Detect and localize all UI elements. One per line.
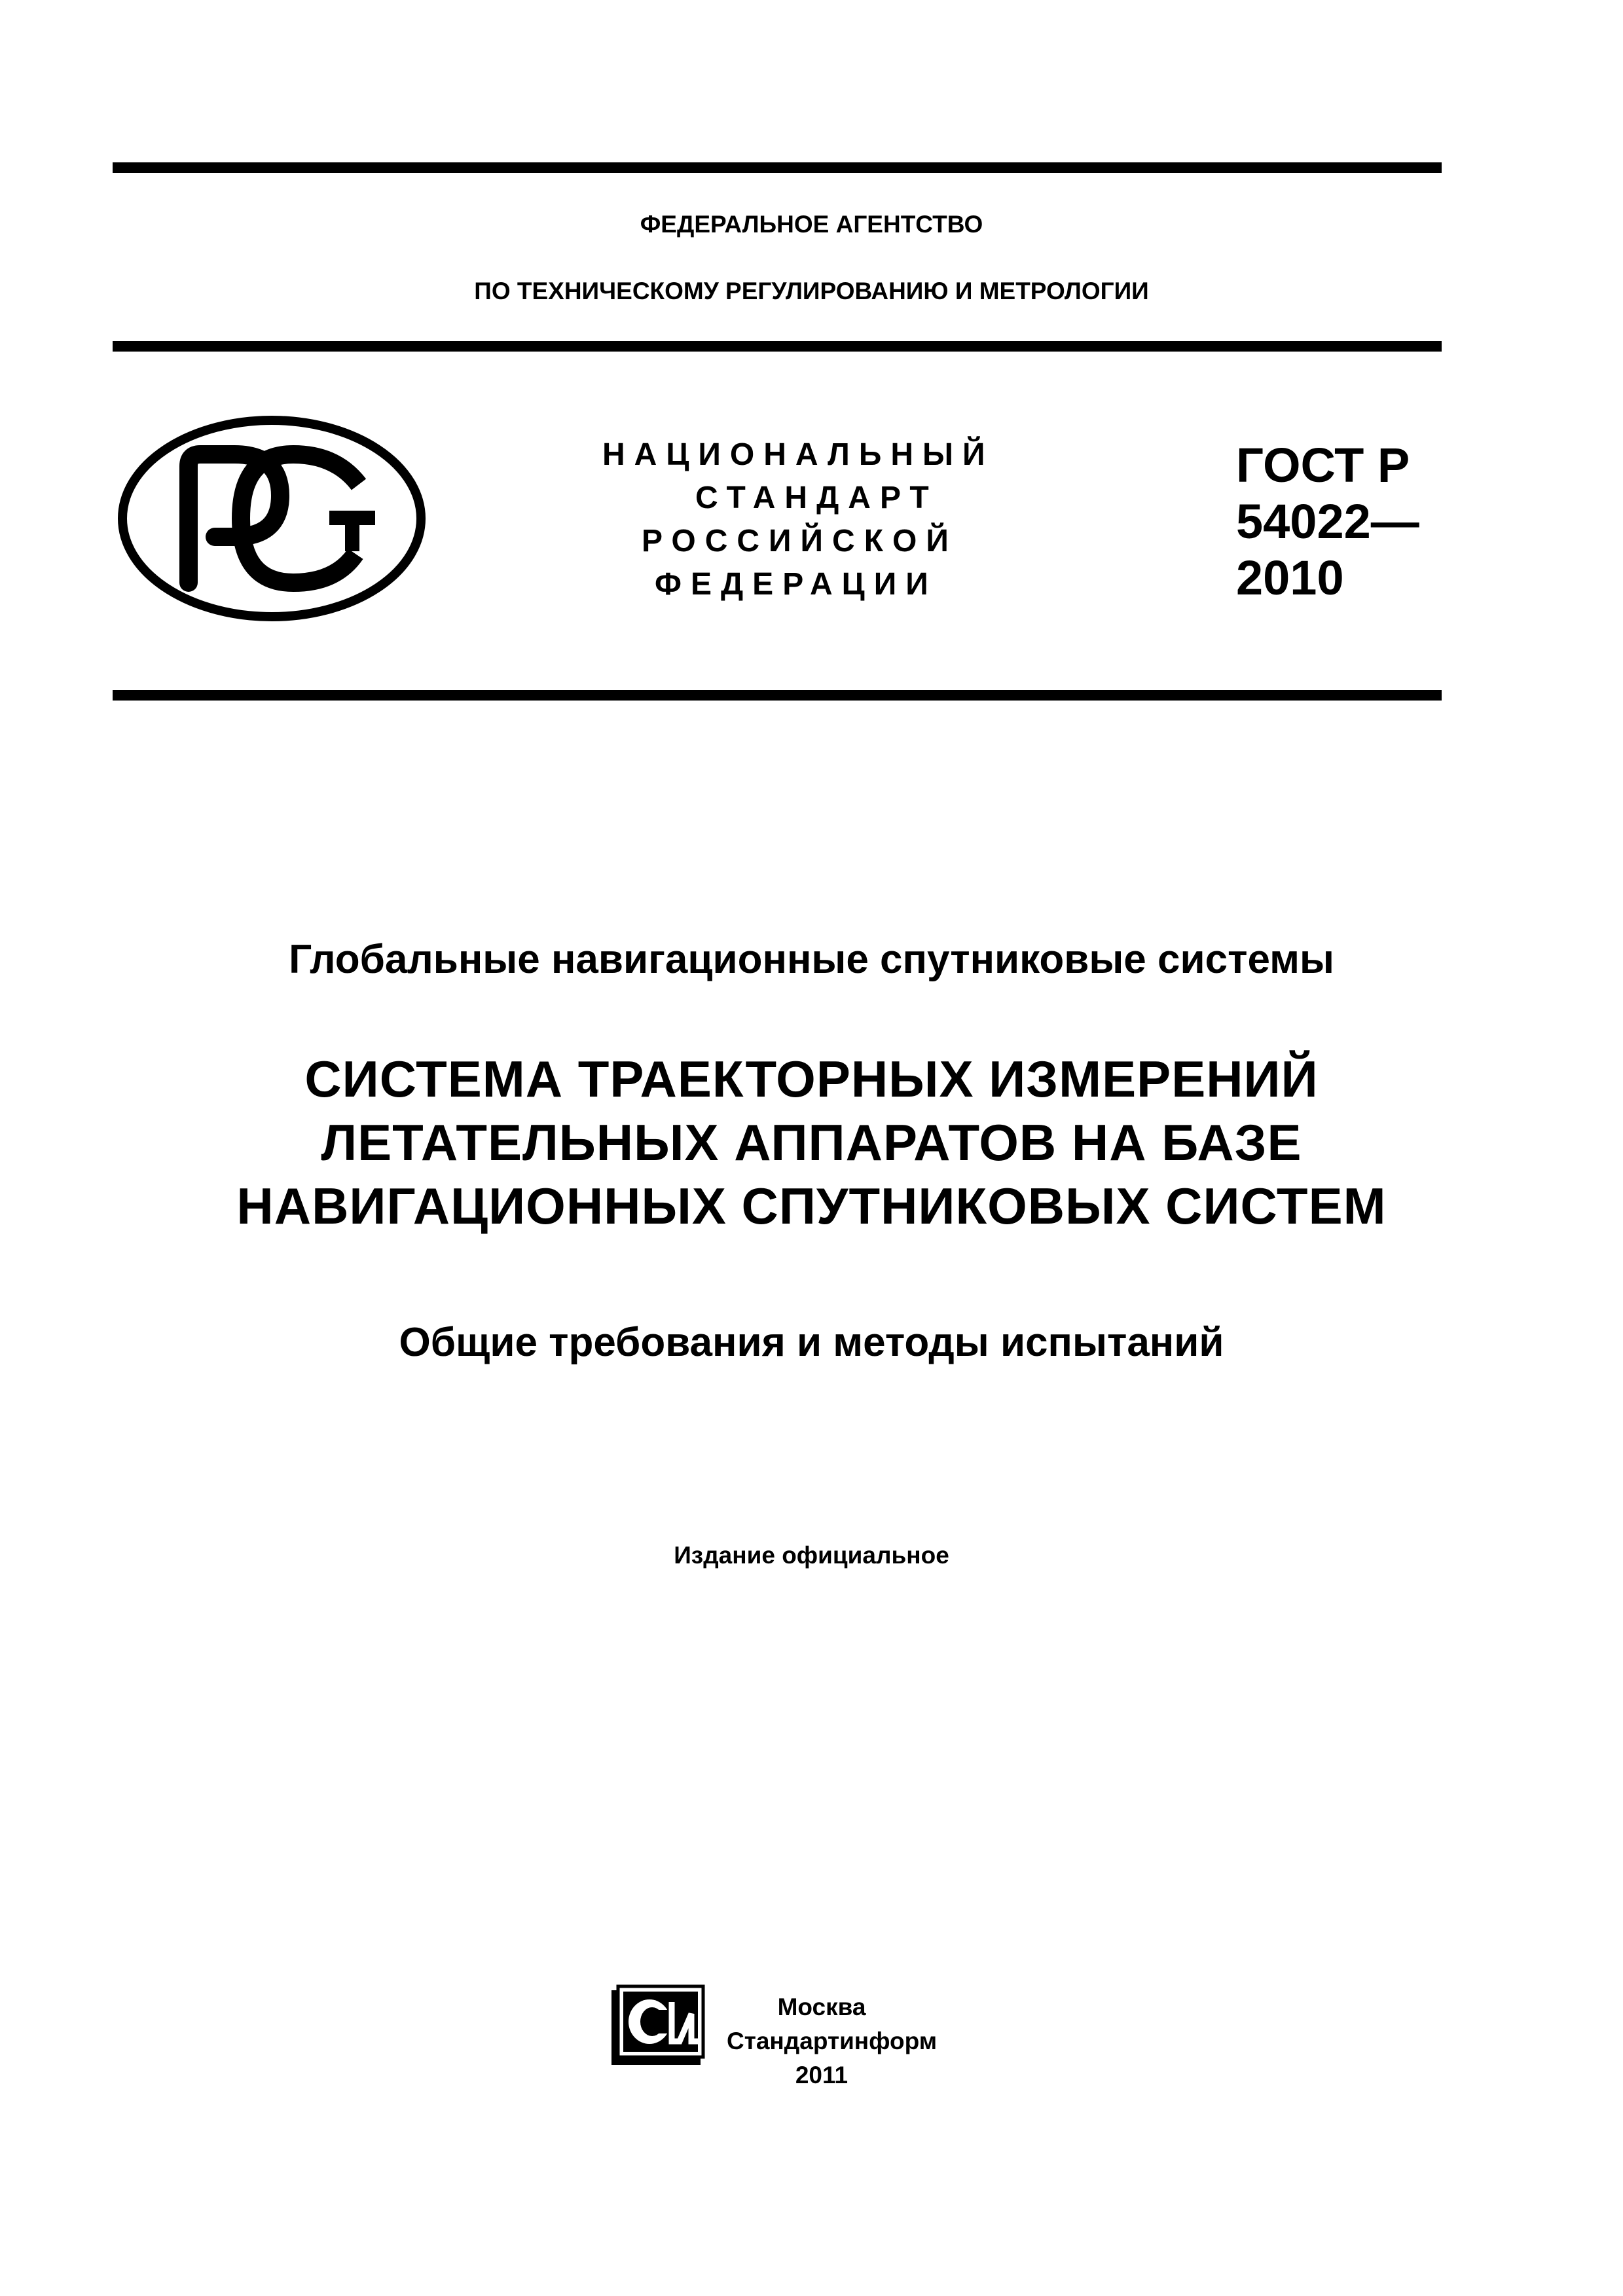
- gost-r-certification-icon: [117, 414, 428, 623]
- national-standard-line-3: РОССИЙСКОЙ: [642, 524, 958, 558]
- document-title-line-1: СИСТЕМА ТРАЕКТОРНЫХ ИЗМЕРЕНИЙ: [304, 1050, 1319, 1108]
- top-rule: [113, 162, 1442, 173]
- publication-year: 2011: [795, 2062, 848, 2088]
- document-subject: Глобальные навигационные спутниковые системы: [289, 937, 1334, 982]
- publisher-info: [727, 1990, 938, 2092]
- document-title-line-3: НАВИГАЦИОННЫХ СПУТНИКОВЫХ СИСТЕМ: [236, 1177, 1387, 1235]
- edition-note: Издание официальное: [674, 1542, 949, 1569]
- designation-line-3: 2010: [1236, 551, 1344, 605]
- document-subtitle: Общие требования и методы испытаний: [399, 1320, 1224, 1365]
- agency-line-1: ФЕДЕРАЛЬНОЕ АГЕНТСТВО: [640, 211, 983, 238]
- national-standard-line-2: СТАНДАРТ: [695, 481, 938, 515]
- standard-designation: [1236, 437, 1419, 606]
- publisher-name: Стандартинформ: [727, 2028, 938, 2054]
- national-standard-line-1: НАЦИОНАЛЬНЫЙ: [602, 437, 994, 472]
- document-title-line-2: ЛЕТАТЕЛЬНЫХ АППАРАТОВ НА БАЗЕ: [321, 1114, 1302, 1171]
- national-standard-line-4: ФЕДЕРАЦИИ: [655, 567, 938, 602]
- header-rule: [113, 341, 1442, 352]
- mid-rule: [113, 690, 1442, 701]
- designation-line-1: ГОСТ Р: [1236, 438, 1410, 492]
- designation-line-2: 54022—: [1236, 494, 1419, 549]
- national-standard-block: [550, 433, 1034, 606]
- publisher-city: Москва: [777, 1994, 866, 2020]
- agency-line-2: ПО ТЕХНИЧЕСКОМУ РЕГУЛИРОВАНИЮ И МЕТРОЛОГИИ: [474, 278, 1149, 304]
- standartinform-logo-icon: [609, 1984, 707, 2068]
- logo-text: РСТ: [272, 526, 274, 527]
